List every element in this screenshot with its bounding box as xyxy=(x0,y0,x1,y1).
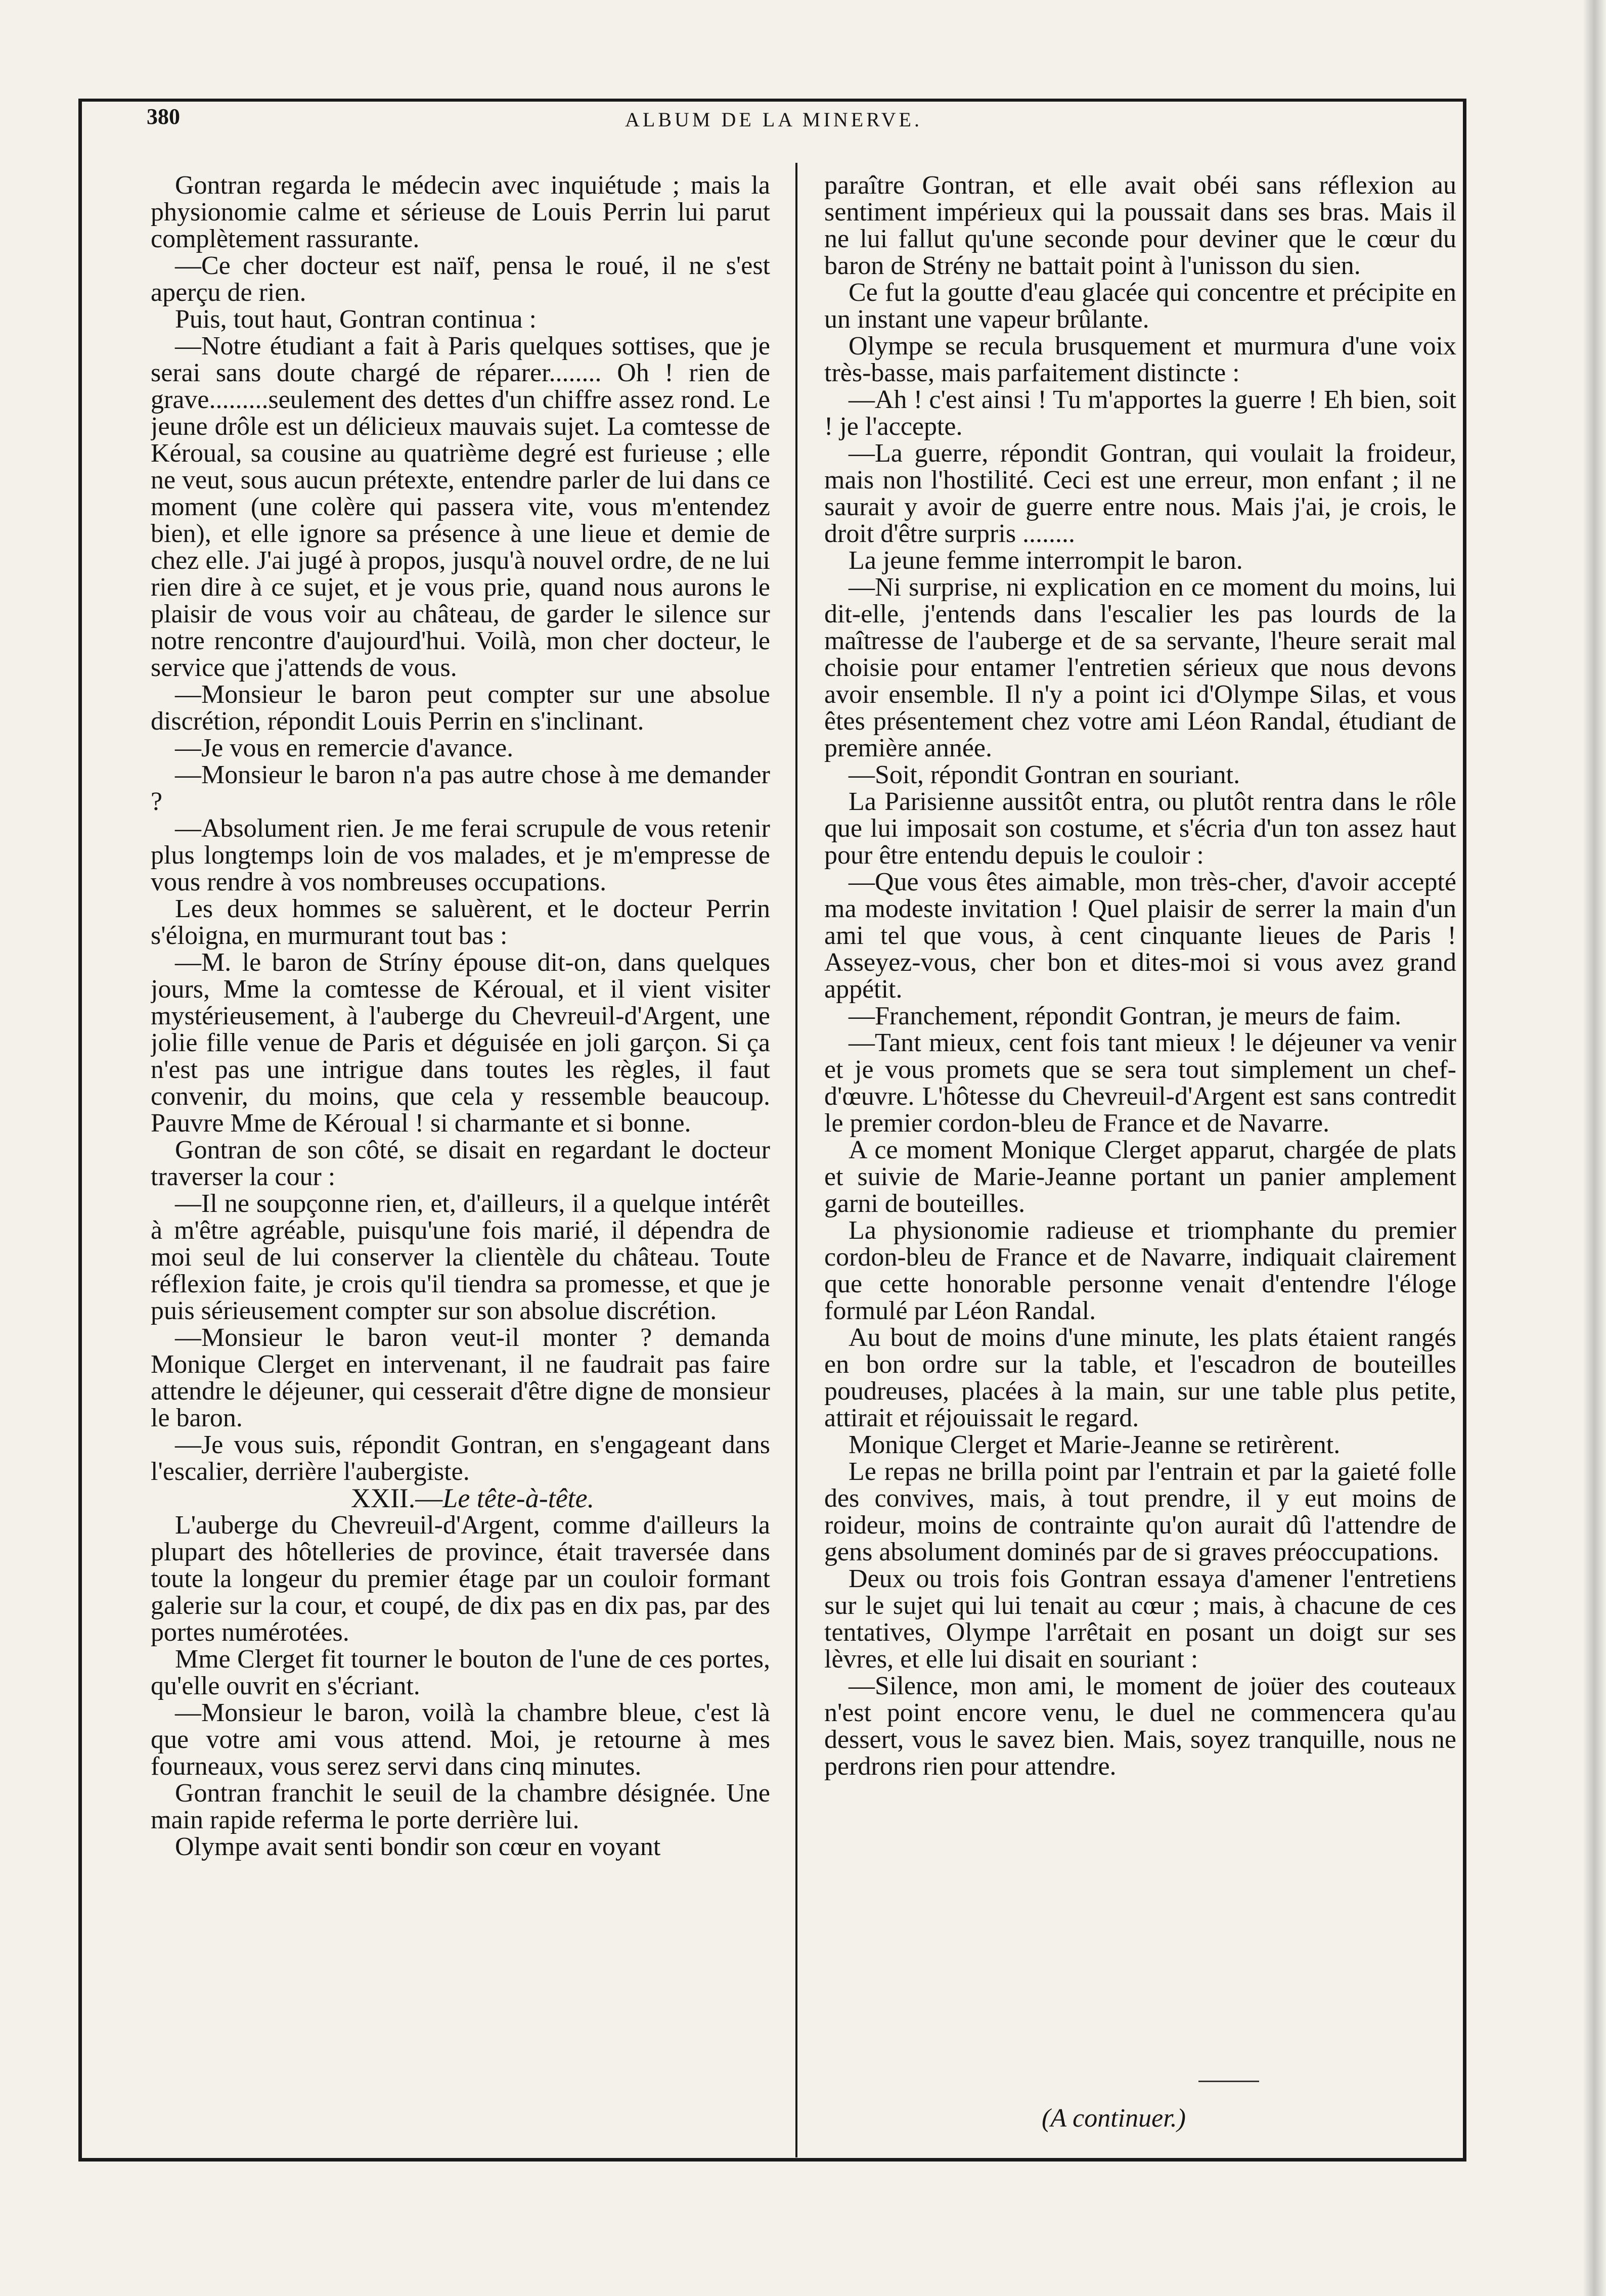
paragraph: Gontran de son côté, se disait en regardant le docteur traverser la cour : xyxy=(151,1136,770,1191)
paragraph: Au bout de moins d'une minute, les plats étaient rangés en bon ordre sur la table, et l'escadron de bouteilles poudreuses, placées à la main, sur une table plus petite, attirait et réjouissait le regard. xyxy=(824,1323,1456,1432)
paragraph: Mme Clerget fit tourner le bouton de l'une de ces portes, qu'elle ouvrit en s'écriant. xyxy=(151,1645,770,1700)
paragraph: Puis, tout haut, Gontran continua : xyxy=(175,305,537,334)
left-paragraphs-after xyxy=(151,1512,770,1860)
paragraph: —Ah ! c'est ainsi ! Tu m'apportes la guerre ! Eh bien, soit ! je l'accepte. xyxy=(824,385,1456,441)
paragraph: —Ce cher docteur est naïf, pensa le roué, il ne s'est aperçu de rien. xyxy=(151,251,770,307)
frame-left-rule xyxy=(78,99,82,2162)
running-title: ALBUM DE LA MINERVE. xyxy=(625,108,922,131)
scan-edge-shadow xyxy=(1583,0,1606,2296)
closing-rule xyxy=(1198,2081,1259,2082)
paragraph: Gontran franchit le seuil de la chambre désignée. Une main rapide referma le porte derrière lui. xyxy=(151,1779,770,1834)
chapter-heading xyxy=(151,1485,770,1512)
paragraph: —La guerre, répondit Gontran, qui voulait la froideur, mais non l'hostilité. Ceci est une erreur, mon enfant ; il ne saurait y avoir de guerre entre nous. Mais j'ai, je crois, le droit d'être surpris ........ xyxy=(824,439,1456,548)
paragraph: Gontran regarda le médecin avec inquiétude ; mais la physionomie calme et sérieuse de Louis Perrin lui parut complètement rassurante. xyxy=(151,172,770,253)
paragraph: —Franchement, répondit Gontran, je meurs de faim. xyxy=(849,1002,1402,1030)
frame-bottom-rule xyxy=(78,2158,1466,2162)
frame-top-rule xyxy=(80,99,1465,102)
paragraph: —Absolument rien. Je me ferai scrupule de vous retenir plus longtemps loin de vos malades, et je m'empresse de vous rendre à vos nombreuses occupations. xyxy=(151,814,770,896)
paragraph: Olympe se recula brusquement et murmura d'une voix très-basse, mais parfaitement distincte : xyxy=(824,332,1456,387)
column-divider xyxy=(795,163,797,2157)
page-header xyxy=(86,104,1461,144)
paragraph: L'auberge du Chevreuil-d'Argent, comme d'ailleurs la plupart des hôtelleries de province, était traversée dans toute la longeur du premier étage par un couloir formant galerie sur la cour, et coupé, de dix pas en dix pas, par des portes numérotées. xyxy=(151,1511,770,1647)
paragraph: —Je vous en remercie d'avance. xyxy=(175,734,514,762)
paragraph: Deux ou trois fois Gontran essaya d'amener l'entretiens sur le sujet qui lui tenait au cœur ; mais, à chacune de ces tentatives, Olympe l'arrêtait en posant un doigt sur ses lèvres, et elle lui disait en souriant : xyxy=(824,1564,1456,1674)
paragraph: —Monsieur le baron, voilà la chambre bleue, c'est là que votre ami vous attend. Moi, je retourne à mes fourneaux, vous serez servi dans cinq minutes. xyxy=(151,1698,770,1781)
paragraph: Olympe avait senti bondir son cœur en voyant xyxy=(175,1832,661,1861)
paragraph: —Monsieur le baron n'a pas autre chose à me demander ? xyxy=(151,760,770,816)
paragraph: —Notre étudiant a fait à Paris quelques sottises, que je serai sans doute chargé de réparer........ Oh ! rien de grave.........seulement des dettes d'un chiffre assez rond. Le jeune drôle est un délicieux mauvais sujet. La comtesse de Kéroual, sa cousine au quatrième degré est furieuse ; elle ne veut, sous aucun prétexte, entendre parler de lui dans ce moment (une colère qui passera vite, vous m'entendez bien), et elle ignore sa présence à une lieue et demie de chez elle. J'ai jugé à propos, jusqu'à nouvel ordre, de ne lui rien dire à ce sujet, et je vous prie, quand nous aurons le plaisir de vous voir au château, de garder le silence sur notre rencontre d'aujourd'hui. Voilà, mon cher docteur, le service que j'attends de vous. xyxy=(151,332,770,682)
page-number: 380 xyxy=(147,104,180,129)
chapter-title: Le tête-à-tête. xyxy=(442,1483,595,1513)
paragraph: —Je vous suis, répondit Gontran, en s'engageant dans l'escalier, derrière l'aubergiste. xyxy=(151,1430,770,1486)
paragraph: —Ni surprise, ni explication en ce moment du moins, lui dit-elle, j'entends dans l'escalier les pas lourds de la maîtresse de l'auberge et de sa servante, l'heure serait mal choisie pour entamer l'entretien sérieux que nous devons avoir ensemble. Il n'y a point ici d'Olympe Silas, et vous êtes présentement chez votre ami Léon Randal, étudiant de première année. xyxy=(824,573,1456,762)
to-be-continued: (A continuer.) xyxy=(1042,2104,1186,2133)
paragraph: —Que vous êtes aimable, mon très-cher, d'avoir accepté ma modeste invitation ! Quel plaisir de serrer la main d'un ami tel que vous, à cent cinquante lieues de Paris ! Asseyez-vous, cher bon et dites-moi si vous avez grand appétit. xyxy=(824,868,1456,1004)
left-paragraphs-before xyxy=(151,172,770,1485)
chapter-number: XXII.— xyxy=(350,1483,443,1513)
paragraph: —Il ne soupçonne rien, et, d'ailleurs, il a quelque intérêt à m'être agréable, puisqu'une fois marié, il dépendra de moi seul de lui conserver la clientèle du château. Toute réflexion faite, je crois qu'il tiendra sa promesse, et que je puis sérieusement compter sur son absolue discrétion. xyxy=(151,1189,770,1325)
paragraph: La physionomie radieuse et triomphante du premier cordon-bleu de France et de Navarre, indiquait clairement que cette honorable personne venait d'entendre l'éloge formulé par Léon Randal. xyxy=(824,1216,1456,1325)
paragraph: La Parisienne aussitôt entra, ou plutôt rentra dans le rôle que lui imposait son costume, et s'écria d'un ton assez haut pour être entendu depuis le couloir : xyxy=(824,787,1456,870)
paragraph: A ce moment Monique Clerget apparut, chargée de plats et suivie de Marie-Jeanne portant un panier amplement garni de bouteilles. xyxy=(824,1136,1456,1218)
right-column xyxy=(824,172,1456,2083)
left-column xyxy=(151,172,770,2154)
frame-right-rule xyxy=(1463,99,1466,2162)
right-paragraphs xyxy=(824,172,1456,1780)
paragraph: —Soit, répondit Gontran en souriant. xyxy=(849,760,1240,789)
paragraph: paraître Gontran, et elle avait obéi sans réflexion au sentiment impérieux qui la poussait dans ses bras. Mais il ne lui fallut qu'une seconde pour deviner que le cœur du baron de Strény ne battait point à l'unisson du sien. xyxy=(824,172,1456,280)
paragraph: —Silence, mon ami, le moment de joüer des couteaux n'est point encore venu, le duel ne commencera qu'au dessert, vous le savez bien. Mais, soyez tranquille, nous ne perdrons rien pour attendre. xyxy=(824,1672,1456,1781)
paragraph: Monique Clerget et Marie-Jeanne se retirèrent. xyxy=(849,1430,1341,1459)
paragraph: —Monsieur le baron veut-il monter ? demanda Monique Clerget en intervenant, il ne faudrait pas faire attendre le déjeuner, qui cesserait d'être digne de monsieur le baron. xyxy=(151,1323,770,1432)
paragraph: Le repas ne brilla point par l'entrain et par la gaieté folle des convives, mais, à tout prendre, il y eut moins de roideur, moins de contrainte qu'on aurait dû l'attendre de gens absolument dominés par de si graves préoccupations. xyxy=(824,1457,1456,1566)
paragraph: —Tant mieux, cent fois tant mieux ! le déjeuner va venir et je vous promets que se sera tout simplement un chef-d'œuvre. L'hôtesse du Chevreuil-d'Argent est sans contredit le premier cordon-bleu de France et de Navarre. xyxy=(824,1028,1456,1138)
paragraph: —M. le baron de Stríny épouse dit-on, dans quelques jours, Mme la comtesse de Kéroual, et il vient visiter mystérieusement, à l'auberge du Chevreuil-d'Argent, une jolie fille venue de Paris et déguisée en joli garçon. Si ça n'est pas une intrigue dans toutes les règles, il faut convenir, du moins, que cela y ressemble beaucoup. Pauvre Mme de Kéroual ! si charmante et si bonne. xyxy=(151,948,770,1138)
paragraph: La jeune femme interrompit le baron. xyxy=(849,546,1243,575)
paragraph: Ce fut la goutte d'eau glacée qui concentre et précipite en un instant une vapeur brûlante. xyxy=(824,278,1456,334)
paragraph: —Monsieur le baron peut compter sur une absolue discrétion, répondit Louis Perrin en s'inclinant. xyxy=(151,680,770,736)
paragraph: Les deux hommes se saluèrent, et le docteur Perrin s'éloigna, en murmurant tout bas : xyxy=(151,894,770,950)
